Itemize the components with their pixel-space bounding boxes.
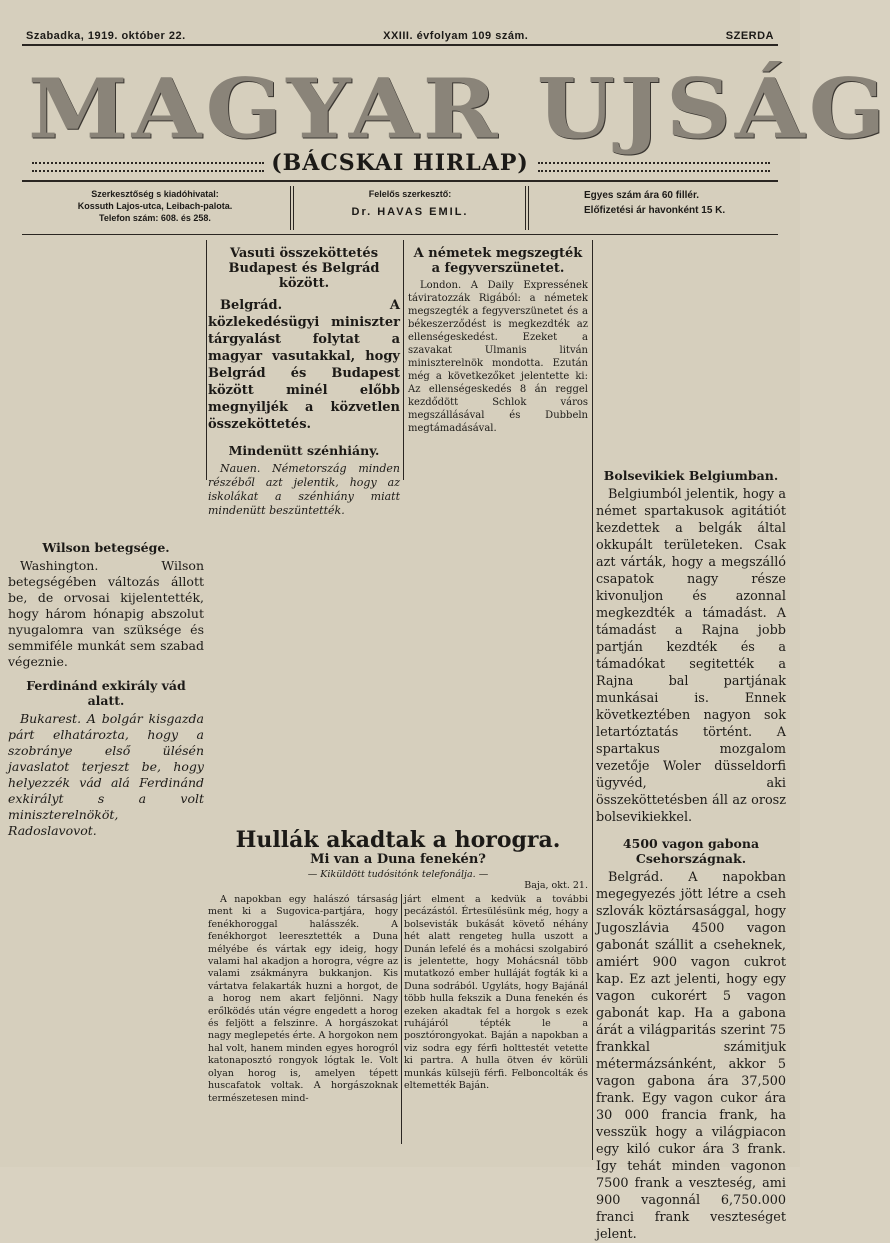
editor-line-1: Felelős szerkesztő: bbox=[368, 189, 452, 199]
article-bolsevikiek-title: Bolsevikiek Belgiumban. bbox=[603, 468, 779, 483]
editor-info bbox=[300, 188, 520, 228]
price-info bbox=[584, 188, 784, 228]
office-line-1: Szerkesztőség s kiadóhivatal: bbox=[91, 189, 219, 199]
article-nemetek-body: London. A Daily Expressének táviratozzák Rigából: a németek megszegték a fegyverszünetet és a békeszerződést is megkezdték az ellenségeskedést. Ezeket a szavakat Ulmanis litván miniszterelnök mondotta. Ezután még a következőket jelentette ki: Az ellenségeskedés 8 án reggel kezdődött Schlok város megszállásával és Dubbeln megtámadásával. bbox=[408, 280, 588, 434]
article-nemetek-title-1: A németek megszegték bbox=[413, 246, 583, 261]
info-divider-1b bbox=[293, 186, 294, 230]
article-nemetek-title-2: a fegyverszünetet. bbox=[431, 261, 565, 276]
article-ferdinand-title: Ferdinánd exkirály vád alatt. bbox=[26, 678, 186, 708]
article-hullak-title: Hullák akadtak a horogra. bbox=[235, 827, 561, 853]
article-bolsevikiek-body: Belgiumból jelentik, hogy a német spartakusok agitátiót kezdettek a belgák által okkupált területeken. Csak azt várták, hogy a megszálló csapatok nagy része kivonuljon és azonnal megkezdték a támadást. A támadást a Rajna jobb partján kezdték és a támadókat segitették a Rajna bal partjának munkásai is. Ennek következtében nagyon sok letartóztatás történt. A spartakus mozgalom vezetője Woler düsseldorfi ügyvéd, aki összeköttetésben áll az orosz bolsevikiekkel. bbox=[596, 487, 786, 825]
column-divider-3 bbox=[592, 240, 593, 1160]
article-wilson-title: Wilson betegsége. bbox=[42, 540, 170, 555]
article-vasut bbox=[208, 246, 400, 518]
masthead-subtitle: (BÁCSKAI HIRLAP) bbox=[271, 150, 529, 176]
price-line-2: Előfizetési ár havonként 15 K. bbox=[584, 205, 726, 216]
article-wilson bbox=[8, 540, 204, 839]
office-line-3: Telefon szám: 608. és 258. bbox=[99, 213, 211, 223]
article-vasut-body: Belgrád. A közlekedésügyi miniszter tárgyalást folytat a magyar vasutakkal, hogy Belgrád és Budapest között minél előbb megnyiljék a közvetlen összeköttetés. bbox=[208, 298, 400, 432]
article-wilson-body: Washington. Wilson betegségében változás állott be, de orvosai kijelentették, hogy három hónapig abszolut nyugalomra van szüksége és semmiféle munkát sem szabad végeznie. bbox=[8, 558, 204, 669]
article-gabona-title-1: 4500 vagon gabona bbox=[622, 836, 760, 851]
article-vasut-title-1: Vasuti összeköttetés bbox=[229, 246, 379, 261]
article-bolsevikiek bbox=[596, 468, 786, 1243]
article-gabona-body: Belgrád. A napokban megegyezés jött létre a cseh szlovák köztársasággal, hogy Jugoszlávia 4500 vagon gabonát szállit a cseheknek, amiért 900 vagon cukrot kap. Ez azt jelenti, hogy egy vagon cukorért 5 vagon gabonát kap. Ha a gabona árát a világparitás szerint 75 frankkal számitjuk métermázsánként, akkor 5 vagon gabona ára 37,500 frank. Egy vagon cukor ára 30 000 francia frank, ha vesszük hogy a világpiacon egy kiló cukor ára 3 frank. Igy tehát minden vagonon 7500 frank a veszteség, ami 900 vagonnál 6,750.000 franci frank veszteséget jelent. bbox=[596, 870, 786, 1242]
issue-volume: XXIII. évfolyam 109 szám. bbox=[383, 30, 529, 42]
masthead-title: MAGYAR UJSÁG bbox=[28, 60, 890, 158]
office-line-2: Kossuth Lajos-utca, Leibach-palota. bbox=[77, 201, 233, 211]
article-szen-body: Nauen. Németország minden részéből azt jelentik, hogy az iskolákat a szénhiány miatt mindenütt beszüntették. bbox=[208, 462, 400, 517]
top-line bbox=[26, 30, 774, 42]
article-hullak-dateline: Baja, okt. 21. bbox=[524, 880, 588, 891]
masthead-rule bbox=[22, 180, 778, 182]
article-gabona-title-2: Csehországnak. bbox=[635, 851, 747, 866]
article-hullak-header bbox=[206, 828, 590, 881]
editor-line-2: Dr. HAVAS EMIL. bbox=[351, 206, 469, 218]
article-hullak-byline: — Kiküldött tudósitónk telefonálja. — bbox=[307, 869, 489, 880]
info-divider-2b bbox=[528, 186, 529, 230]
office-info bbox=[30, 188, 280, 228]
issue-date: Szabadka, 1919. október 22. bbox=[26, 30, 186, 42]
article-szen-title: Mindenütt szénhiány. bbox=[228, 443, 380, 458]
column-divider-1 bbox=[206, 240, 207, 480]
article-hullak-col2 bbox=[404, 894, 588, 1093]
column-divider-2 bbox=[403, 240, 404, 480]
price-line-1: Egyes szám ára 60 fillér. bbox=[584, 190, 700, 201]
issue-weekday: SZERDA bbox=[725, 30, 774, 42]
article-hullak-subtitle: Mi van a Duna fenekén? bbox=[310, 852, 486, 867]
column-divider-4 bbox=[401, 894, 402, 1144]
article-ferdinand-body: Bukarest. A bolgár kisgazda párt elhatározta, hogy a szobránye első ülésén javaslatot terjeszt be, hogy helyezzék vád alá Ferdinánd exkirályt s a volt miniszterelnököt, Radoslavovot. bbox=[8, 711, 204, 838]
info-divider-1 bbox=[290, 186, 291, 230]
article-nemetek bbox=[408, 246, 588, 435]
info-rule bbox=[22, 234, 778, 235]
info-divider-2 bbox=[525, 186, 526, 230]
article-hullak-col1 bbox=[208, 894, 398, 1105]
article-hullak-col1-text: A napokban egy halászó társaság ment ki a Sugovica-partjára, hogy fenékhoroggal halásszék. A fenékhorgot leeresztették a Duna mélyébe és vártak egy ideig, hogy valami hal akadjon a horogra, végre az valami zsákmányra bukkanjon. Kis vártatva felakarták huzni a horgot, de a horog nem akart feljönni. Nagy erőlködés után végre engedett a horog és feljött a felszinre. A horgászokat nagy meglepetés érte. A horgokon nem hal volt, hanem minden egyes horogról katonaposztó rongyok lógtak le. Volt olyan horog is, amelyen tépett huscafatok voltak. A horgászoknak természetesen mind- bbox=[208, 894, 398, 1104]
article-hullak-col2-text: járt elment a kedvük a további pecázástól. Értesülésünk még, hogy a bolsevisták bukását követő néhány hét alatt rengeteg hulla uszott a Dunán lefelé és a mohácsi szolgabiró is jelentette, hogy Mohácsnál több mutatkozó ember hulláját fogták ki a Duna sodrából. Ugyláts, hogy Bajánál több hulla fekszik a Duna fenekén és ezeken akadtak fel a horgok s ezek ruhájáról tépték le a posztórongyokat. Baján a napokban a viz sodra egy férfi holttestét vetette ki partra. A hulla ötven év körüli munkás külsejü férfi. Felboncolták és eltemették Baján. bbox=[404, 894, 588, 1092]
top-rule bbox=[22, 44, 778, 46]
article-vasut-title-2: Budapest és Belgrád között. bbox=[228, 261, 380, 291]
